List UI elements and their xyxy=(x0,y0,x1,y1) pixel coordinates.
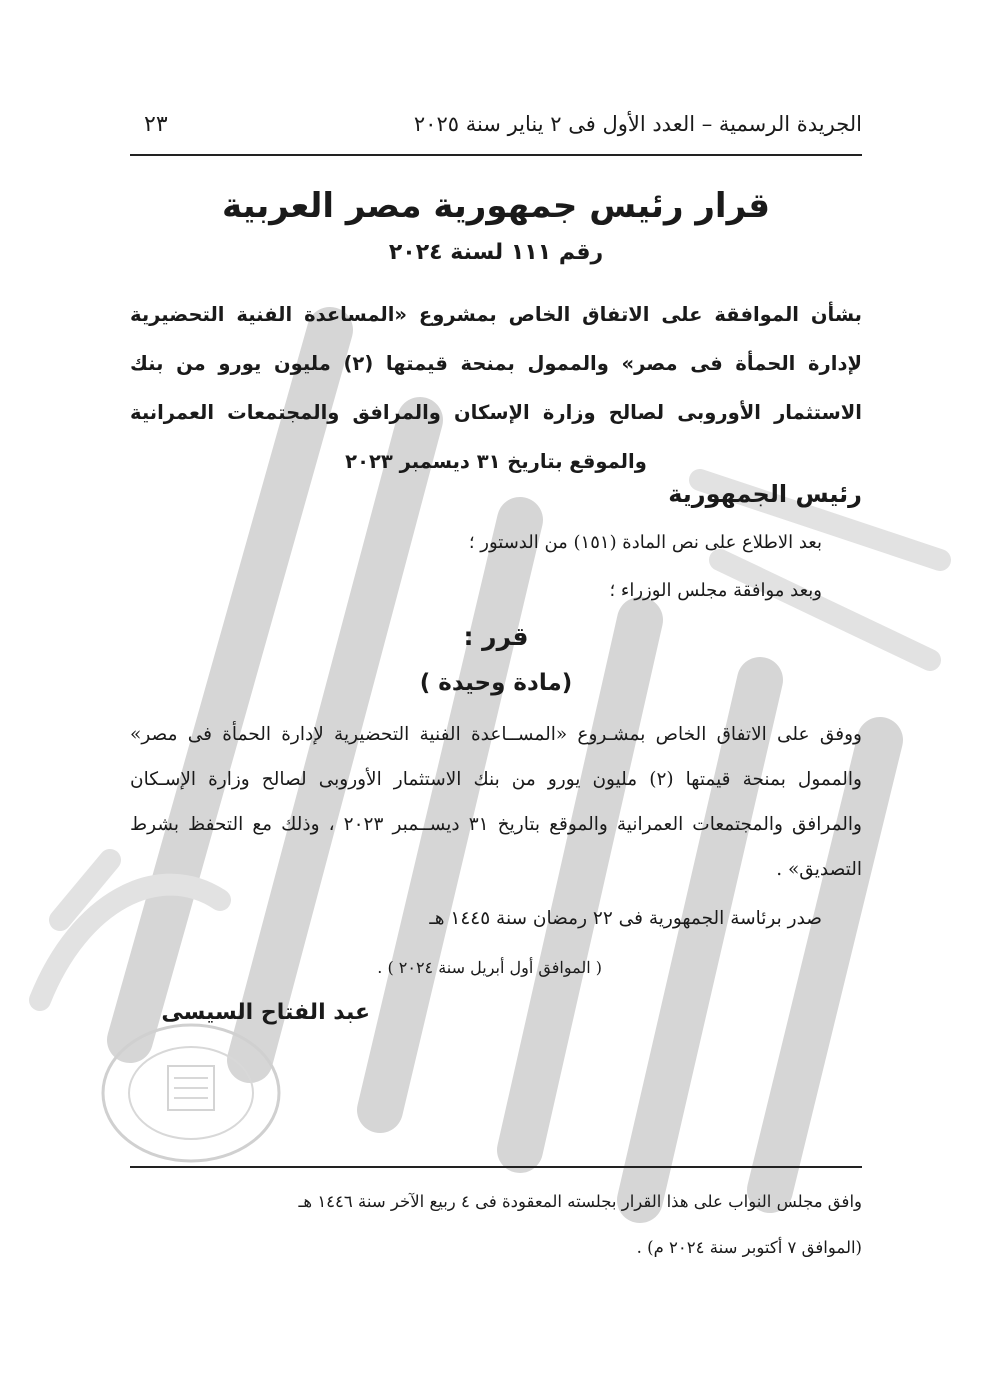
gazette-title: الجريدة الرسمية – العدد الأول فى ٢ يناير سنة ٢٠٢٥ xyxy=(413,112,862,136)
page-header xyxy=(130,112,862,148)
article-body: ووفق على الاتفاق الخاص بمشـروع «المســاعدة الفنية التحضيرية لإدارة الحمأة فى مصر» والممول بمنحة قيمتها (٢) مليون يورو من بنك الاستثمار الأوروبى لصالح وزارة الإسـكان والمرافق والمجتمعات العمرانية والموقع بتاريخ ٣١ ديســمبر ٢٠٢٣ ، وذلك مع التحفظ بشرط التصديق» . xyxy=(130,724,862,880)
issued-date: صدر برئاسة الجمهورية فى ٢٢ رمضان سنة ١٤٤٥ هـ xyxy=(429,908,822,929)
footnote-rule xyxy=(130,1166,862,1168)
president-title: رئيس الجمهورية xyxy=(668,480,862,508)
preamble-line: بعد الاطلاع على نص المادة (١٥١) من الدستور ؛ xyxy=(468,532,822,553)
decree-number: رقم ١١١ لسنة ٢٠٢٤ xyxy=(388,240,604,265)
preamble-line: وبعد موافقة مجلس الوزراء ؛ xyxy=(609,580,822,601)
header-rule xyxy=(130,154,862,156)
article-title: (مادة وحيدة ) xyxy=(419,670,573,696)
decreed-label: قرر : xyxy=(463,622,529,651)
official-seal-icon xyxy=(96,1018,286,1168)
decree-heading: قرار رئيس جمهورية مصر العربية xyxy=(221,186,771,226)
footnote-line: وافق مجلس النواب على هذا القرار بجلسته المعقودة فى ٤ ربيع الآخر سنة ١٤٤٦ هـ xyxy=(298,1192,862,1211)
decree-subject: بشأن الموافقة على الاتفاق الخاص بمشروع «المساعدة الفنية التحضيرية لإدارة الحمأة فى مصر» والممول بمنحة قيمتها (٢) مليون يورو من بنك الاستثمار الأوروبى لصالح وزارة الإسكان والمرافق والمجتمعات العمرانية والموقع بتاريخ ٣١ ديسمبر ٢٠٢٣ xyxy=(130,303,862,473)
issued-gregorian-date: ( الموافق أول أبريل سنة ٢٠٢٤ ) . xyxy=(377,958,602,977)
signature: عبد الفتاح السيسى xyxy=(161,1000,370,1025)
footnote-line: (الموافق ٧ أكتوبر سنة ٢٠٢٤ م) . xyxy=(636,1238,862,1257)
page-number: ٢٣ xyxy=(144,112,168,137)
